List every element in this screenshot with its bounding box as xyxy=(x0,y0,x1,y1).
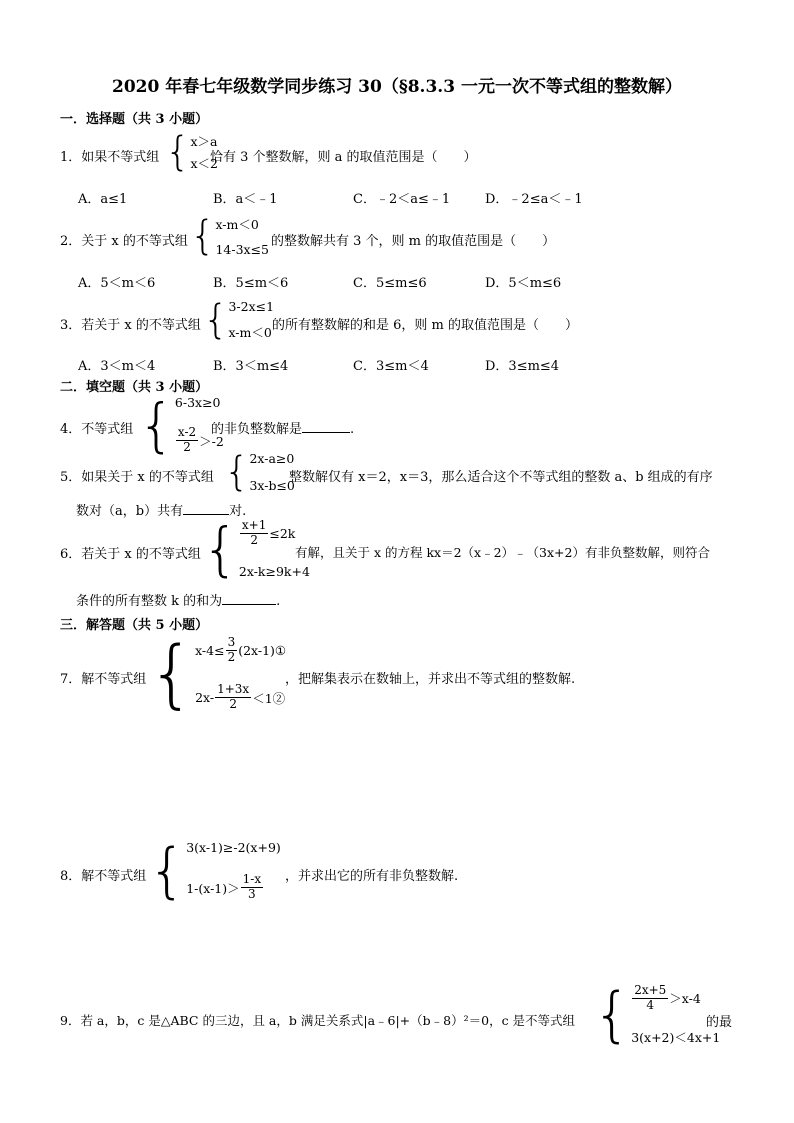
q6-line-1: $\frac{x+1}{2}$ ≤2k xyxy=(241,518,296,547)
question-9-prefix: 9．若 a，b，c 是△ABC 的三边，且 a，b 满足关系式|a﹣6|+（b﹣8）²＝0，c 是不等式组 xyxy=(60,1013,576,1028)
question-6-prefix: 6．若关于 x 的不等式组 xyxy=(60,547,201,562)
question-2-system xyxy=(190,213,269,259)
answer-blank[interactable] xyxy=(183,502,229,515)
question-2-text: 的整数解共有 3 个，则 m 的取值范围是（ ） xyxy=(271,234,556,249)
question-8-prefix: 8．解不等式组 xyxy=(60,869,147,884)
question-3-prefix: 3．若关于 x 的不等式组 xyxy=(60,318,201,333)
section-heading-solve: 三．解答题（共 5 小题） xyxy=(60,618,209,633)
q1-line-2: x＜2 xyxy=(190,156,218,171)
q9-line-1: $\frac{2x+5}{4}$ ＞x-4 xyxy=(634,983,701,1012)
q1-option-b[interactable]: B．a＜﹣1 xyxy=(213,192,278,207)
brace-icon: { xyxy=(203,297,229,343)
q2-line-1: x-m＜0 xyxy=(215,217,259,232)
q6-line-2: 2x-k≥9k+4 xyxy=(238,564,310,579)
brace-icon: { xyxy=(148,836,187,906)
q2-option-d[interactable]: D．5＜m≤6 xyxy=(485,276,562,291)
q2-option-c[interactable]: C．5≤m≤6 xyxy=(353,276,427,291)
q5-line-2: 3x-b≤0 xyxy=(249,478,295,493)
brace-icon: { xyxy=(190,213,216,259)
brace-icon: { xyxy=(138,391,175,459)
q2-option-a[interactable]: A．5＜m＜6 xyxy=(78,276,156,291)
q1-option-a[interactable]: A．a≤1 xyxy=(78,192,128,207)
question-5-system xyxy=(224,449,295,495)
q3-option-a[interactable]: A．3＜m＜4 xyxy=(78,359,156,374)
q4-line-2: $\frac{x-2}{2}$ ＞-2 xyxy=(177,425,224,455)
brace-icon: { xyxy=(593,980,632,1050)
section-heading-fill: 二．填空题（共 3 小题） xyxy=(60,380,209,395)
q1-option-c[interactable]: C．﹣2＜a≤﹣1 xyxy=(353,192,451,207)
q7-line-1: x-4≤ $\frac{3}{2}$ (2x-1)① xyxy=(195,635,287,664)
question-4-prefix: 4．不等式组 xyxy=(60,422,134,437)
question-6-system xyxy=(202,517,310,581)
section-heading-choice: 一．选择题（共 3 小题） xyxy=(60,112,209,127)
question-6-line2: 条件的所有整数 k 的和为 . xyxy=(76,594,281,609)
q3-option-c[interactable]: C．3≤m＜4 xyxy=(353,359,429,374)
brace-icon: { xyxy=(165,129,191,175)
q3-option-d[interactable]: D．3≤m≤4 xyxy=(485,359,560,374)
q3-option-b[interactable]: B．3＜m≤4 xyxy=(213,359,289,374)
page-title: 2020 年春七年级数学同步练习 30（§8.3.3 一元一次不等式组的整数解） xyxy=(112,77,682,97)
question-8-text: ，并求出它的所有非负整数解. xyxy=(285,869,459,884)
brace-icon: { xyxy=(202,515,239,583)
question-5-line2: 数对（a，b）共有 对. xyxy=(76,504,247,519)
question-7-system xyxy=(148,631,287,717)
question-7-prefix: 7．解不等式组 xyxy=(60,672,147,687)
q2-option-b[interactable]: B．5≤m＜6 xyxy=(213,276,289,291)
q1-option-d[interactable]: D．﹣2≤a＜﹣1 xyxy=(485,192,583,207)
question-3-text: 的所有整数解的和是 6，则 m 的取值范围是（ ） xyxy=(272,318,578,333)
brace-icon: { xyxy=(148,631,196,717)
question-5-text: 整数解仅有 x＝2，x＝3，那么适合这个不等式组的整数 a、b 组成的有序 xyxy=(289,470,713,485)
question-5-prefix: 5．如果关于 x 的不等式组 xyxy=(60,470,214,485)
brace-icon: { xyxy=(224,449,250,495)
q3-line-2: x-m＜0 xyxy=(228,325,272,340)
q8-line-1: 3(x-1)≥-2(x+9) xyxy=(186,840,281,855)
q9-line-2: 3(x+2)＜4x+1 xyxy=(631,1030,721,1045)
question-1-prefix: 1．如果不等式组 xyxy=(60,150,160,165)
q7-line-2: 2x- $\frac{1+3x}{2}$ ＜1② xyxy=(195,682,286,712)
q3-line-1: 3-2x≤1 xyxy=(228,299,275,314)
q1-line-1: x＞a xyxy=(190,134,218,149)
question-9-system xyxy=(593,982,720,1048)
question-6-text: 有解，且关于 x 的方程 kx＝2（x﹣2）﹣（3x+2）有非负整数解，则符合 xyxy=(295,545,710,560)
q5-line-1: 2x-a≥0 xyxy=(249,451,295,466)
question-2-prefix: 2．关于 x 的不等式组 xyxy=(60,234,188,249)
question-3-system xyxy=(203,297,274,343)
q2-line-2: 14-3x≤5 xyxy=(215,242,270,257)
question-8-system xyxy=(148,838,281,904)
answer-blank[interactable] xyxy=(302,420,350,433)
question-9-text: 的最 xyxy=(706,1015,733,1030)
question-1-text: 恰有 3 个整数解，则 a 的取值范围是（ ） xyxy=(210,150,477,165)
q4-line-1: 6-3x≥0 xyxy=(174,395,221,410)
answer-blank[interactable] xyxy=(222,592,276,605)
q8-line-2: 1-(x-1)＞ $\frac{1-x}{3}$ xyxy=(186,872,262,902)
question-7-text: ，把解集表示在数轴上，并求出不等式组的整数解. xyxy=(285,672,576,687)
question-4-text: 的非负整数解是 . xyxy=(211,422,355,437)
